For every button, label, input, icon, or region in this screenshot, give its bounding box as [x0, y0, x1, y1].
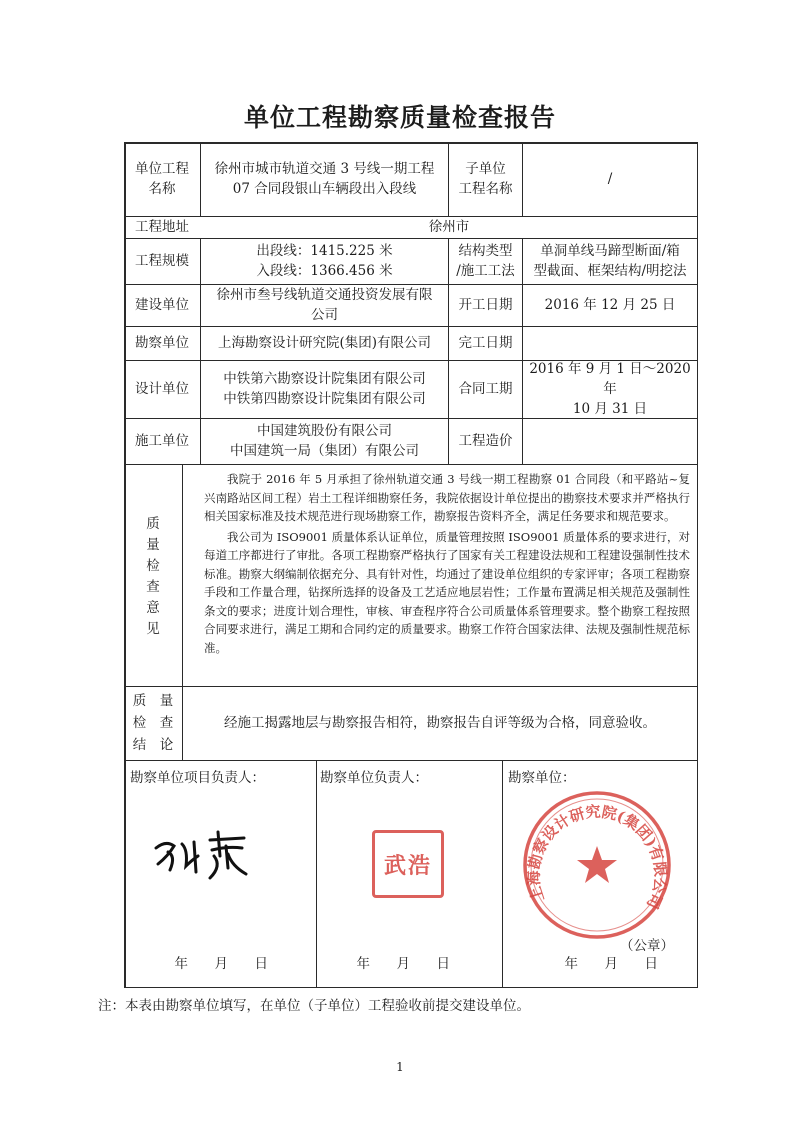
page-number: 1 [396, 1060, 404, 1074]
owner-value: 徐州市叁号线轨道交通投资发展有限 公司 [216, 287, 433, 323]
conclusion-label: 质 量 检 查 结 论 [132, 693, 174, 753]
unit-project-label: 单位工程 名称 [135, 161, 189, 197]
sub-unit-label: 子单位 工程名称 [458, 161, 513, 197]
structure-label: 结构类型 /施工工法 [456, 243, 515, 279]
project-lead-label: 勘察单位项目负责人： [130, 770, 265, 786]
handwritten-signature [148, 826, 258, 886]
opinion-label: 质 量 检 查 意 见 [146, 516, 160, 637]
survey-unit-sign-label: 勘察单位： [508, 770, 576, 786]
contract-period-value: 2016 年 9 月 1 日～2020 年 10 月 31 日 [529, 361, 691, 417]
project-cost-label: 工程造价 [458, 433, 513, 449]
construction-unit-label: 施工单位 [135, 433, 189, 449]
personal-seal [372, 830, 444, 898]
scale-value: 出段线：1415.225 米 入段线：1366.456 米 [256, 243, 393, 279]
seal-star-icon [577, 846, 617, 883]
address-label: 工程地址 [135, 219, 189, 235]
footnote: 注：本表由勘察单位填写，在单位（子单位）工程验收前提交建设单位。 [98, 998, 530, 1014]
sub-unit-value: / [607, 171, 613, 187]
page-title: 单位工程勘察质量检查报告 [243, 103, 556, 132]
date-project-lead: 年 月 日 [174, 956, 268, 972]
survey-unit-label: 勘察单位 [135, 335, 189, 351]
address-value: 徐州市 [428, 219, 470, 235]
project-cost-value [523, 418, 697, 464]
finish-date-label: 完工日期 [458, 335, 513, 351]
opinion-paragraph: 我公司为 ISO9001 质量体系认证单位，质量管理按照 ISO9001 质量体系的要求进行，对每道工序都进行了审批。各项工程勘察严格执行了国家有关工程建设法规和工程建设强制性技术标准。勘察大纲编制依据充分、具有针对性，均通过了建设单位组织的专家评审；各项工程勘察手段和工作量合理，钻探所选择的设备及工艺适应地层岩性；工作量布置满足相关规范及强制性条文的要求；进度计划合理性，审核、审查程序符合公司质量体系管理要求。整个勘察工程按照合同要求进行，满足工期和合同约定的质量要求。勘察工作符合国家法律、法规及强制性规范标准。 [204, 529, 690, 655]
design-unit-value: 中铁第六勘察设计院集团有限公司 中铁第四勘察设计院集团有限公司 [223, 371, 426, 407]
structure-value: 单洞单线马蹄型断面/箱 型截面、框架结构/明挖法 [533, 243, 687, 279]
official-seal-text: 上海勘察设计研究院(集团)有限公司 [524, 802, 670, 912]
official-seal [520, 788, 674, 942]
start-date-value: 2016 年 12 月 25 日 [544, 297, 676, 313]
personal-seal-text: 武浩 [383, 852, 432, 879]
contract-period-label: 合同工期 [458, 381, 513, 397]
finish-date-value [523, 326, 697, 360]
conclusion-text: 经施工揭露地层与勘察报告相符，勘察报告自评等级为合格，同意验收。 [224, 715, 656, 731]
seal-note: （公章） [620, 938, 674, 954]
unit-project-value: 徐州市城市轨道交通 3 号线一期工程 07 合同段银山车辆段出入段线 [214, 161, 435, 197]
date-survey-unit: 年 月 日 [564, 956, 658, 972]
start-date-label: 开工日期 [458, 297, 513, 313]
scale-label: 工程规模 [135, 253, 189, 269]
design-unit-label: 设计单位 [135, 381, 189, 397]
date-unit-lead: 年 月 日 [356, 956, 450, 972]
construction-unit-value: 中国建筑股份有限公司 中国建筑一局（集团）有限公司 [230, 423, 419, 459]
unit-lead-label: 勘察单位负责人： [320, 770, 428, 786]
opinion-paragraph: 我院于 2016 年 5 月承担了徐州轨道交通 3 号线一期工程勘察 01 合同段（和平路站~复兴南路站区间工程）岩土工程详细勘察任务，我院依据设计单位提出的勘察技术要求并严格执行相关国家标准及技术规范进行现场勘察工作，勘察报告资料齐全，满足任务要求和规范要求。 [204, 472, 690, 523]
opinion-text [204, 470, 690, 657]
survey-unit-value: 上海勘察设计研究院(集团)有限公司 [217, 335, 432, 351]
owner-label: 建设单位 [135, 297, 189, 313]
